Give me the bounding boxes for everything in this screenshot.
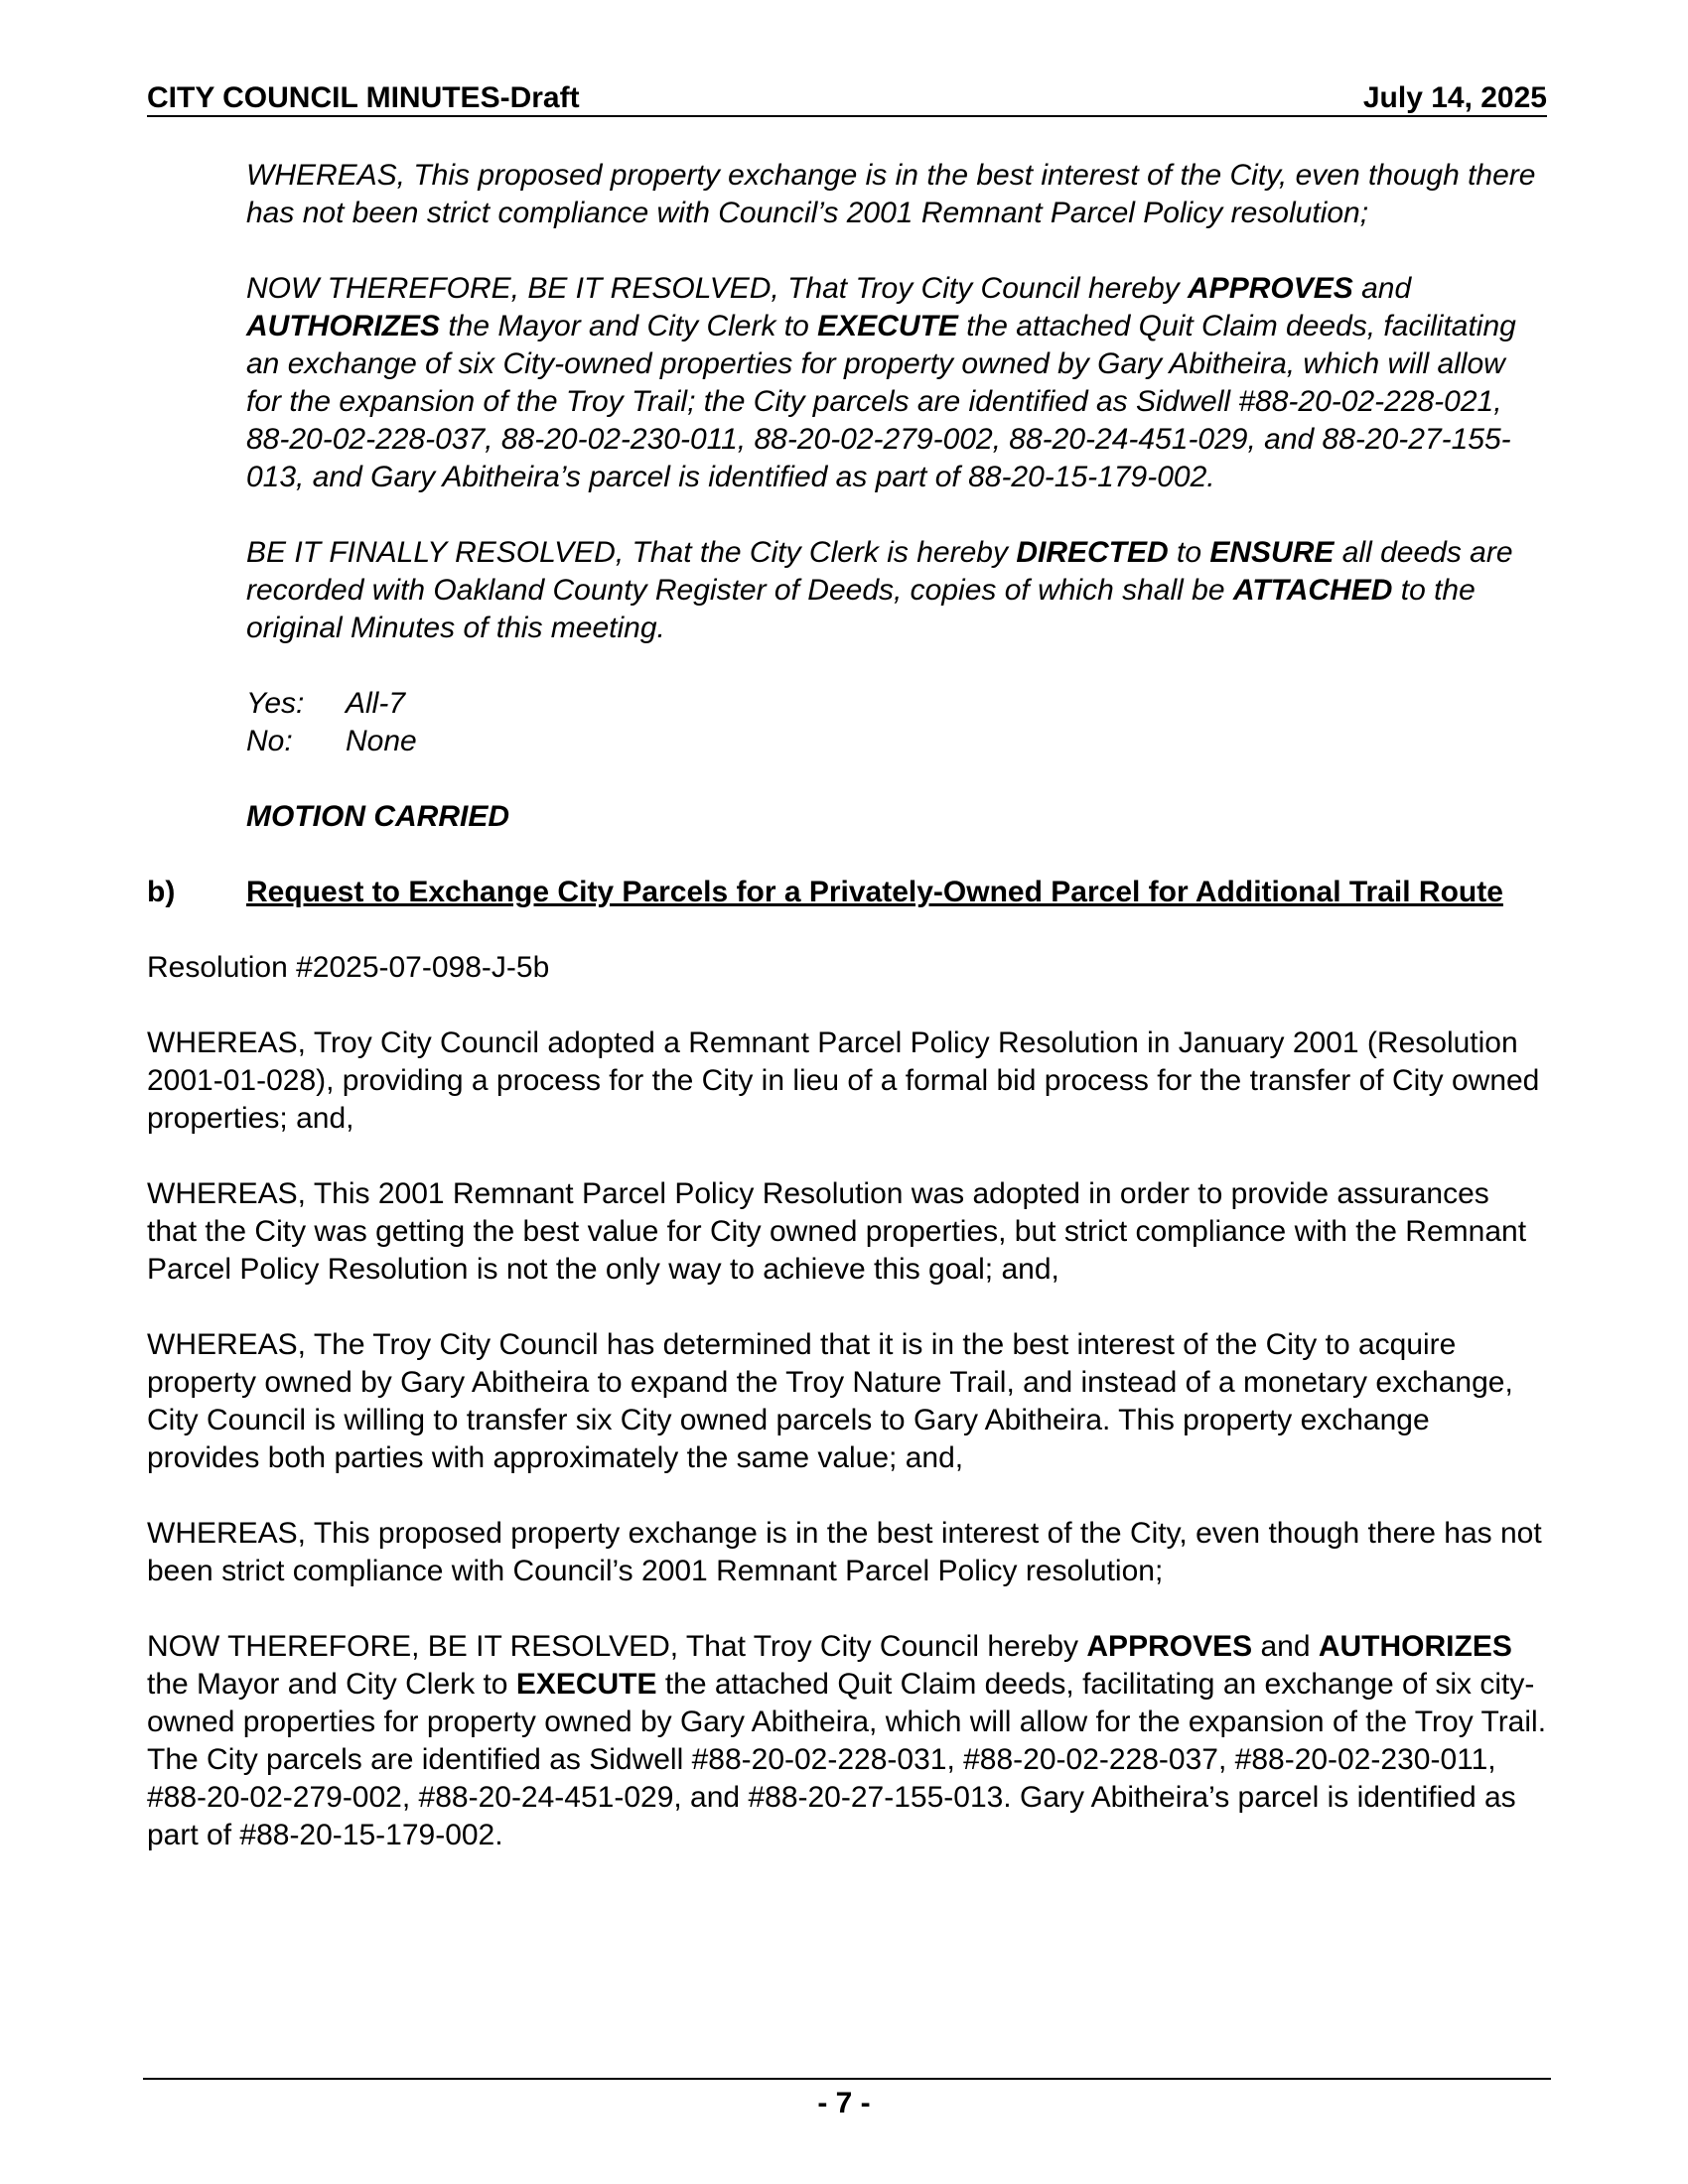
text-run: the Mayor and City Clerk to (440, 310, 818, 342)
text-run: the attached Quit Claim deeds, facilitating an exchange of six city-owned properties for property owned by Gary Abitheira, which will allow for the expansion of the Troy Trail. The City parcels are identified as Sidwell #88-20-02-228-031, #88-20-02-228-037, #88-20-02-230-011, #88-20-02-279-002, #88-20-24-451-029, and #88-20-27-155-013. Gary Abitheira’s parcel is identified as part of #88-20-15-179-002. (147, 1668, 1547, 1851)
now-therefore-paragraph (246, 270, 1547, 496)
text-run: NOW THEREFORE, BE IT RESOLVED, That Troy City Council hereby (147, 1630, 1087, 1663)
text-run: and (1352, 272, 1412, 305)
indented-resolution-block (246, 157, 1547, 836)
motion-carried: MOTION CARRIED (246, 800, 509, 833)
page-content (147, 157, 1547, 1892)
whereas-paragraph: WHEREAS, This 2001 Remnant Parcel Policy Resolution was adopted in order to provide assurances that the City was getting the best value for City owned properties, but strict compliance with the Remnant Parcel Policy Resolution is not the only way to achieve this goal; and, (147, 1177, 1527, 1286)
header-title: CITY COUNCIL MINUTES-Draft (147, 81, 580, 114)
vote-no-row (246, 723, 1547, 760)
footer-divider (143, 2078, 1551, 2080)
resolution-number: Resolution #2025-07-098-J-5b (147, 951, 550, 984)
bold-term: ATTACHED (1232, 574, 1393, 607)
whereas-paragraph: WHEREAS, Troy City Council adopted a Remnant Parcel Policy Resolution in January 2001 (Resolution 2001-01-028), providing a process for the City in lieu of a formal bid process for the transfer of City owned properties; and, (147, 1026, 1540, 1135)
section-heading-b (147, 874, 1547, 911)
page-header (147, 81, 1547, 117)
vote-no-value: None (346, 725, 417, 757)
whereas-paragraph: WHEREAS, This proposed property exchange is in the best interest of the City, even though there has not been strict compliance with Council’s 2001 Remnant Parcel Policy resolution; (246, 159, 1536, 229)
vote-yes-label: Yes: (246, 687, 305, 720)
header-date: July 14, 2025 (1362, 81, 1547, 114)
now-therefore-paragraph (147, 1628, 1547, 1854)
bold-term: DIRECTED (1016, 536, 1169, 569)
whereas-paragraph: WHEREAS, The Troy City Council has determined that it is in the best interest of the City to acquire property owned by Gary Abitheira to expand the Troy Nature Trail, and instead of a monetary exchange, City Council is willing to transfer six City owned parcels to Gary Abitheira. This property exchange provides both parties with approximately the same value; and, (147, 1328, 1513, 1474)
whereas-paragraph: WHEREAS, This proposed property exchange is in the best interest of the City, even though there has not been strict compliance with Council’s 2001 Remnant Parcel Policy resolution; (147, 1517, 1542, 1587)
section-letter: b) (147, 876, 176, 908)
text-run: the attached Quit Claim deeds, facilitating an exchange of six City-owned properties for property owned by Gary Abitheira, which will allow for the expansion of the Troy Trail; the City parcels are identified as Sidwell #88-20-02-228-021, 88-20-02-228-037, 88-20-02-230-011, 88-20-02-279-002, 88-20-24-451-029, and 88-20-27-155-013, and Gary Abitheira’s parcel is identified as part of 88-20-15-179-002. (246, 310, 1516, 493)
bold-term: EXECUTE (515, 1668, 657, 1701)
bold-term: APPROVES (1086, 1630, 1253, 1663)
vote-record (246, 685, 1547, 760)
text-run: all deeds are recorded with Oakland County Register of Deeds, copies of which shall be (246, 536, 1513, 607)
section-title: Request to Exchange City Parcels for a Privately-Owned Parcel for Additional Trail Route (246, 876, 1503, 908)
page-number: - 7 - (817, 2087, 871, 2119)
vote-yes-row (246, 685, 1547, 723)
vote-no-label: No: (246, 725, 293, 757)
finally-resolved-paragraph (246, 534, 1547, 647)
bold-term: APPROVES (1188, 272, 1353, 305)
bold-term: AUTHORIZES (246, 310, 440, 342)
text-run: BE IT FINALLY RESOLVED, That the City Clerk is hereby (246, 536, 1017, 569)
bold-term: AUTHORIZES (1318, 1630, 1512, 1663)
bold-term: ENSURE (1209, 536, 1335, 569)
bold-term: EXECUTE (817, 310, 958, 342)
vote-yes-value: All-7 (346, 687, 406, 720)
text-run: and (1252, 1630, 1319, 1663)
text-run: to (1168, 536, 1210, 569)
text-run: the Mayor and City Clerk to (147, 1668, 516, 1701)
text-run: to the original Minutes of this meeting. (246, 574, 1476, 644)
text-run: NOW THEREFORE, BE IT RESOLVED, That Troy City Council hereby (246, 272, 1189, 305)
